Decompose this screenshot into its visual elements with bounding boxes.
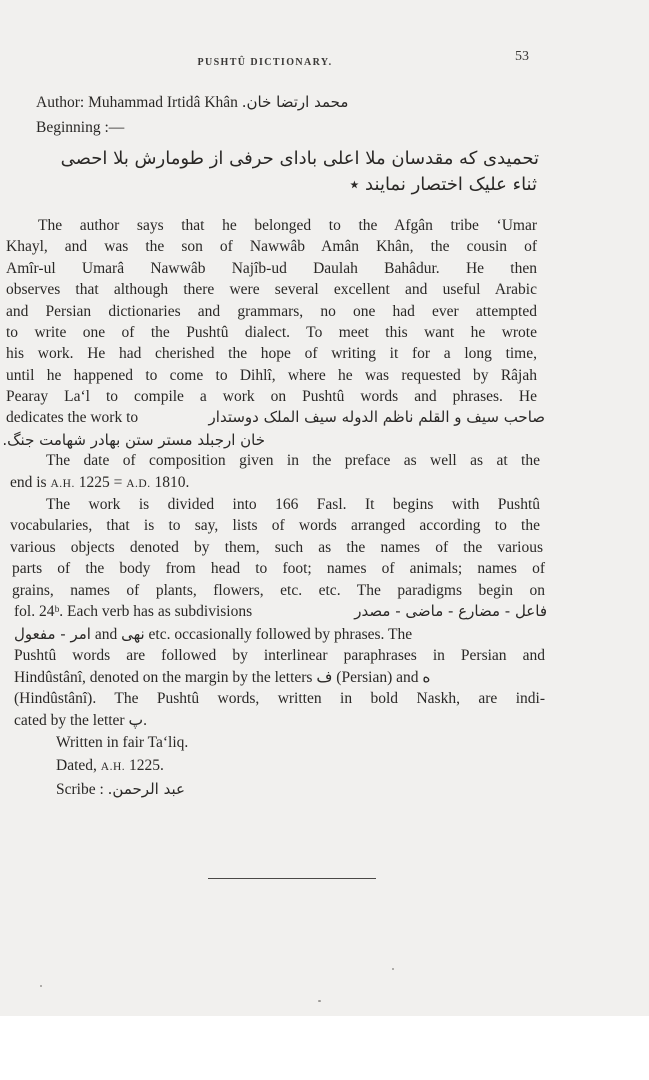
para1-line: The author says that he belonged to the Afgân tribe ‘Umar — [38, 217, 537, 234]
para3-line: Pushtû words are followed by interlinear paraphrases in Persian and — [14, 647, 545, 664]
para2-ad: A.D. — [126, 478, 151, 490]
para2-ah: A.H. — [50, 478, 75, 490]
para3-fol-arabic: فاعل - مضارع - ماضی - مصدر — [354, 602, 547, 620]
beginning-label: Beginning :— — [36, 119, 125, 136]
para3-line: (Hindûstânî). The Pushtû words, written in bold Naskh, are indi- — [14, 690, 545, 707]
para2-end-text: end is — [10, 474, 47, 491]
scribe-line — [56, 779, 185, 800]
para3-amr-line — [14, 624, 545, 645]
beginning-arabic-line-1: تحمیدی که مقدسان ملا اعلی بادای حرفی از طومارش بلا احصی — [60, 148, 539, 169]
dedication-arabic-2: خان ارجبلد مستر ستن بهادر شهامت جنگ. — [2, 431, 265, 449]
para1-line: until he happened to come to Dihlî, where he was requested by Râjah — [6, 367, 537, 384]
para3-letters-line — [14, 667, 431, 688]
para3-line: vocabularies, that is to say, lists of words arranged according to the — [10, 517, 540, 534]
horizontal-rule — [208, 878, 376, 879]
para3-indicated-text: cated by the letter — [14, 712, 125, 729]
dated-year: 1225. — [129, 757, 164, 774]
para3-persian-text: (Persian) and — [336, 669, 419, 686]
para3-line: various objects denoted by them, such as the names of the various — [10, 539, 543, 556]
para3-hindustani-text: Hindûstânî, denoted on the margin by the letters — [14, 669, 313, 686]
paper-speck — [392, 968, 394, 970]
para1-line: and Persian dictionaries and grammars, no one had ever attempted — [6, 303, 537, 320]
page-margin-bottom — [0, 1016, 649, 1080]
para1-line: to write one of the Pushtû dialect. To meet this want he wrote — [6, 324, 537, 341]
para3-line: grains, names of plants, flowers, etc. etc. The paradigms begin on — [12, 582, 545, 599]
dated-line — [56, 756, 164, 777]
para3-letter-pe-line — [14, 710, 147, 731]
para2-line-1: The date of composition given in the preface as well as at the — [46, 452, 540, 469]
dated-ah: A.H. — [100, 761, 126, 773]
letter-fa: ف — [316, 668, 333, 686]
para3-nahi-arabic: نهی — [121, 625, 145, 643]
author-label: Author: Muhammad Irtidâ Khân — [36, 94, 238, 111]
author-line — [36, 92, 348, 113]
page-number: 53 — [515, 49, 529, 64]
letter-ha: ه — [422, 668, 431, 686]
para1-line: Pearay La‘l to compile a work on Pushtû words and phrases. He — [6, 388, 537, 405]
para1-line: his work. He had cherished the hope of writing it for a long time, — [6, 345, 537, 362]
paper-speck — [40, 985, 42, 987]
para3-fol-text: fol. 24ᵇ. Each verb has as subdivisions — [14, 603, 253, 620]
para3-amr-and: and — [94, 626, 118, 643]
para1-line: observes that although there were several excellent and useful Arabic — [6, 281, 537, 298]
para3-amr-arabic: امر - مفعول — [14, 625, 91, 643]
para2-eq: 1225 = — [78, 474, 123, 491]
para3-period: . — [143, 712, 147, 729]
para3-line: The work is divided into 166 Fasl. It begins with Pushtû — [46, 496, 540, 513]
para2-line-2 — [10, 473, 189, 494]
para3-amr-rest: etc. occasionally followed by phrases. The — [148, 626, 413, 643]
dated-label: Dated, — [56, 757, 97, 774]
dedication-text: dedicates the work to — [6, 409, 139, 426]
para3-line: parts of the body from head to foot; names of animals; names of — [12, 560, 545, 577]
scribe-label: Scribe : — [56, 781, 104, 798]
letter-pe: پ — [128, 711, 144, 729]
beginning-arabic-line-2: ثناء علیک اختصار نمایند ٭ — [349, 174, 537, 195]
paper-speck — [318, 1000, 321, 1002]
para1-line: Khayl, and was the son of Nawwâb Amân Khân, the cousin of — [6, 238, 537, 255]
author-arabic: محمد ارتضا خان. — [241, 93, 349, 111]
running-header: PUSHTÛ DICTIONARY. — [197, 57, 333, 68]
dedication-arabic-1: صاحب سیف و القلم ناظم الدوله سیف الملک دوستدار — [208, 408, 545, 426]
scribe-arabic: عبد الرحمن. — [107, 780, 185, 798]
para2-year: 1810. — [154, 474, 190, 491]
para1-line: Amîr-ul Umarâ Nawwâb Najîb-ud Daulah Bahâdur. He then — [6, 260, 537, 277]
written-line: Written in fair Ta‘liq. — [56, 734, 189, 751]
